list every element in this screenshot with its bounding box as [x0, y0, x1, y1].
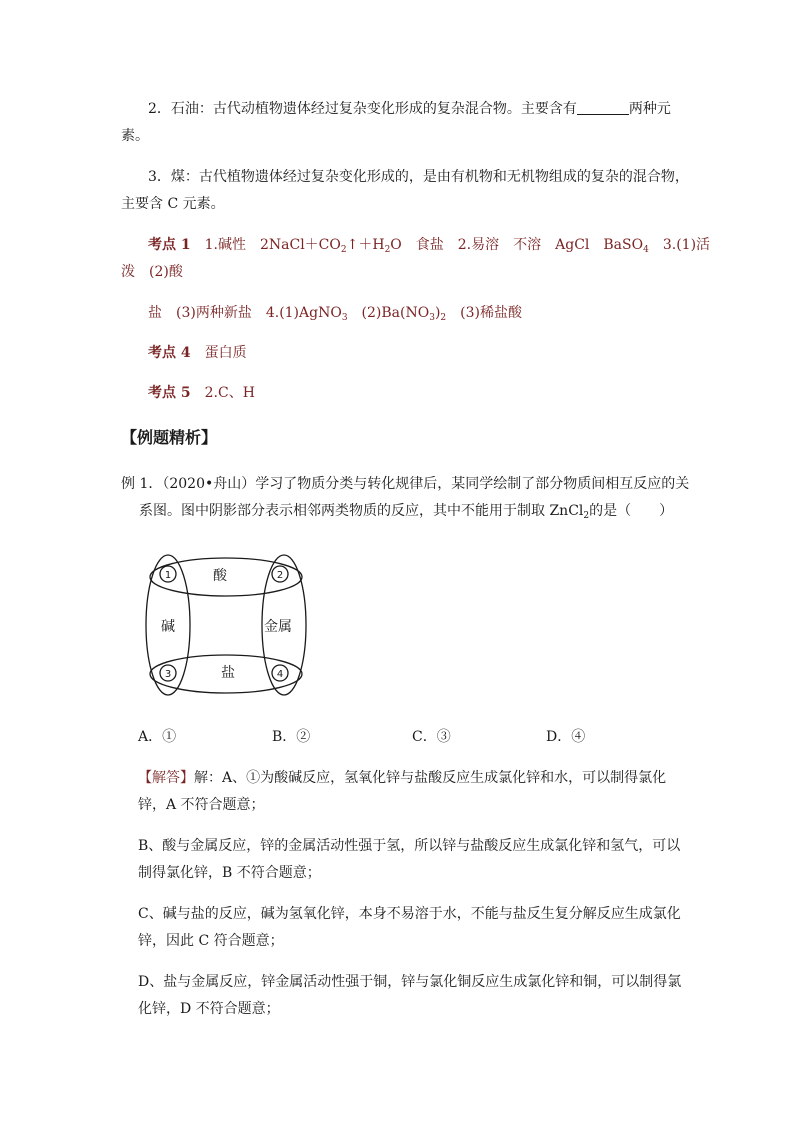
- kp1-l3-d: (3)稀盐酸: [446, 305, 522, 321]
- kp1-text-a: 1.碱性 2NaCl＋CO: [204, 237, 341, 253]
- kp1-text-b: ↑＋H: [346, 237, 385, 253]
- item3-line2: 主要含 C 元素。: [121, 196, 225, 212]
- kp1-l3-b: (2)Ba(NO: [347, 305, 430, 321]
- kp5-text: 2.C、H: [204, 385, 255, 401]
- num3: 3: [164, 669, 172, 680]
- kp1-l3-sub-c: 2: [440, 313, 447, 323]
- label-metal: 金属: [264, 619, 292, 635]
- reaction-diagram: [140, 545, 312, 705]
- example-text-end: 的是（ ）: [589, 503, 674, 519]
- option-d[interactable]: D．④: [546, 729, 586, 745]
- kp5-line: [148, 382, 255, 402]
- example-line1: 例 1．（2020•舟山）学习了物质分类与转化规律后，某同学绘制了部分物质间相互反应的关: [121, 476, 690, 492]
- item2-text-end: 两种元: [628, 101, 671, 117]
- kp5-label: 考点 5: [148, 385, 191, 401]
- label-acid: 酸: [213, 568, 227, 584]
- example-sub: 2: [583, 511, 590, 521]
- kp1-l3-sub-a: 3: [341, 313, 348, 323]
- label-base: 碱: [161, 619, 175, 635]
- solution-label: 【解答】: [138, 770, 194, 786]
- solution-line4: 制得氯化锌，B 不符合题意；: [138, 865, 321, 881]
- kp1-sub-c: 4: [643, 245, 649, 255]
- option-a[interactable]: A．①: [138, 729, 177, 745]
- kp1-text-c: O 食盐 2.易溶 不溶 AgCl BaSO: [390, 237, 644, 253]
- solution-line7: D、盐与金属反应，锌金属活动性强于铜，锌与氯化铜反应生成氯化锌和铜，可以制得氯: [138, 974, 682, 990]
- item2-line2: 素。: [121, 128, 149, 144]
- kp4-text: 蛋白质: [204, 345, 247, 361]
- solution-line8: 化锌，D 不符合题意；: [138, 1001, 280, 1017]
- kp1-l3-c: ): [434, 305, 441, 321]
- item2-line1: [148, 98, 671, 118]
- item2-text: 2．石油：古代动植物遗体经过复杂变化形成的复杂混合物。主要含有: [148, 101, 577, 117]
- num4: 4: [276, 669, 284, 680]
- option-c[interactable]: C．③: [412, 729, 451, 745]
- kp4-line: [148, 342, 247, 362]
- example-line2: [139, 500, 673, 520]
- num1: 1: [164, 570, 172, 581]
- solution-line5: C、碱与盐的反应，碱为氢氧化锌，本身不易溶于水，不能与盐反生复分解反应生成氯化: [138, 906, 681, 922]
- item3-line1: 3．煤：古代植物遗体经过复杂变化形成的，是由有机物和无机物组成的复杂的混合物，: [148, 169, 689, 185]
- kp1-line2: 泼 (2)酸: [121, 264, 183, 280]
- kp1-line1: [148, 234, 710, 254]
- option-b[interactable]: B．②: [272, 729, 311, 745]
- fill-blank[interactable]: [577, 100, 629, 115]
- kp1-text-d: 3.(1)活: [648, 237, 711, 253]
- kp1-sub-b: 2: [384, 245, 391, 255]
- label-salt: 盐: [221, 665, 235, 681]
- kp4-label: 考点 4: [148, 345, 191, 361]
- kp1-line3: [148, 302, 522, 322]
- kp1-l3-a: 盐 (3)两种新盐 4.(1)AgNO: [148, 305, 342, 321]
- kp1-sub-a: 2: [340, 245, 347, 255]
- section-heading: 【例题精析】: [121, 428, 218, 447]
- solution-line1: [138, 767, 666, 787]
- num2: 2: [276, 570, 284, 581]
- kp1-l3-sub-b: 3: [429, 313, 435, 323]
- solution-line3: B、酸与金属反应，锌的金属活动性强于氢，所以锌与盐酸反应生成氯化锌和氢气，可以: [138, 838, 681, 854]
- solution-line6: 锌，因此 C 符合题意；: [138, 933, 284, 949]
- solution-line2: 锌，A 不符合题意；: [138, 797, 265, 813]
- example-text: 系图。图中阴影部分表示相邻两类物质的反应，其中不能用于制取 ZnCl: [139, 503, 584, 519]
- kp1-label: 考点 1: [148, 237, 191, 253]
- solution-text-1: 解：A、①为酸碱反应，氢氧化锌与盐酸反应生成氯化锌和水，可以制得氯化: [194, 770, 667, 786]
